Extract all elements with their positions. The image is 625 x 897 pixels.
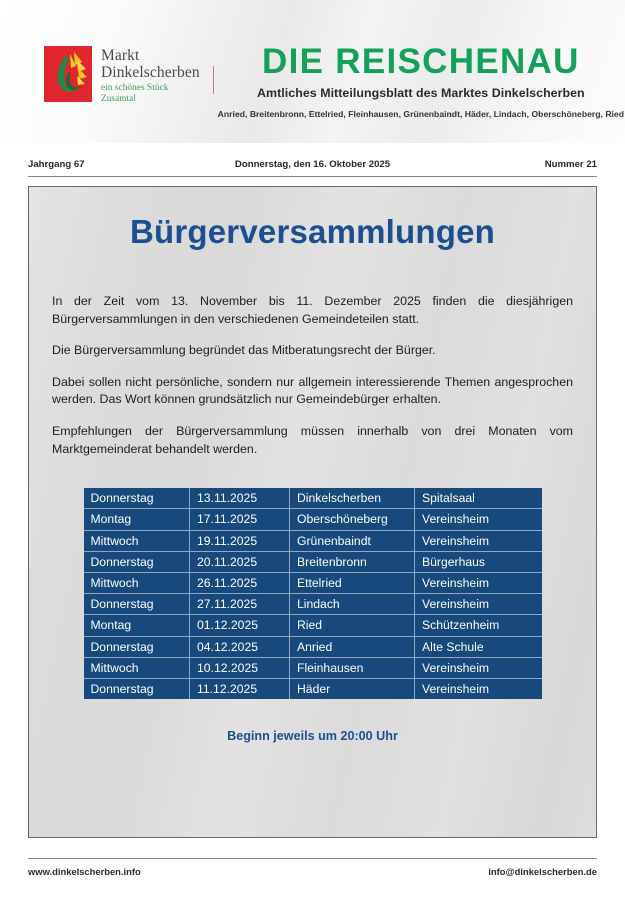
table-row xyxy=(84,657,542,678)
article-paragraph: In der Zeit vom 13. November bis 11. Dezember 2025 finden die diesjährigen Bürgerversammlungen in den verschiedenen Gemeindeteilen statt. xyxy=(52,294,573,326)
begin-time-note: Beginn jeweils um 20:00 Uhr xyxy=(227,729,398,744)
cell-date: 11.12.2025 xyxy=(190,679,290,700)
cell-weekday: Donnerstag xyxy=(84,679,190,700)
cell-location: Lindach xyxy=(290,594,415,615)
cell-date: 01.12.2025 xyxy=(190,615,290,636)
cell-venue: Vereinsheim xyxy=(415,509,542,530)
logo-line-markt: Markt xyxy=(101,47,140,64)
article-panel xyxy=(28,186,597,838)
paper-title-block xyxy=(214,28,624,119)
article-paragraph: Empfehlungen der Bürgerversammlung müssen innerhalb von drei Monaten vom Marktgemeinderat behandelt werden. xyxy=(52,424,573,456)
cell-weekday: Montag xyxy=(84,509,190,530)
cell-date: 13.11.2025 xyxy=(190,488,290,509)
cell-weekday: Donnerstag xyxy=(84,488,190,509)
cell-venue: Vereinsheim xyxy=(422,682,490,697)
cell-location: Breitenbronn xyxy=(290,551,415,572)
cell-venue: Alte Schule xyxy=(415,636,542,657)
cell-location: Dinkelscherben xyxy=(290,488,415,509)
cell-venue: Vereinsheim xyxy=(415,573,542,594)
cell-location: Oberschöneberg xyxy=(290,509,415,530)
article-paragraph: Die Bürgerversammlung begründet das Mitberatungsrecht der Bürger. xyxy=(52,343,436,358)
cell-date: 26.11.2025 xyxy=(190,573,290,594)
issue-bar xyxy=(28,152,597,177)
article-paragraph: Dabei sollen nicht persönliche, sondern nur allgemein interessierende Themen angesprochen werden. Das Wort können grundsätzlich nur Gemeindebürger erhalten. xyxy=(52,374,573,407)
issue-date: Donnerstag, den 16. Oktober 2025 xyxy=(234,158,391,170)
paper-village-list: Anried, Breitenbronn, Ettelried, Fleinhausen, Grünenbaindt, Häder, Lindach, Oberschöneberg, Ried xyxy=(217,109,625,119)
cell-venue: Schützenheim xyxy=(415,615,542,636)
article-body xyxy=(52,251,573,458)
footer-website[interactable]: www.dinkelscherben.info xyxy=(28,866,141,877)
cell-date: 04.12.2025 xyxy=(190,636,290,657)
cell-weekday: Donnerstag xyxy=(84,636,190,657)
cell-date: 10.12.2025 xyxy=(190,657,290,678)
cell-date: 27.11.2025 xyxy=(190,594,290,615)
logo-line-dinkelscherben: Dinkelscherben xyxy=(101,64,200,82)
cell-venue: Vereinsheim xyxy=(415,594,542,615)
issue-volume: Jahrgang 67 xyxy=(28,158,85,170)
cell-location: Anried xyxy=(290,636,415,657)
cell-date: 19.11.2025 xyxy=(190,530,290,551)
municipality-logo xyxy=(28,28,214,106)
table-row xyxy=(84,509,542,530)
paper-title: DIE REISCHENAU xyxy=(262,42,580,81)
cell-location: Ried xyxy=(290,615,415,636)
cell-weekday: Montag xyxy=(84,615,190,636)
paper-subtitle: Amtliches Mitteilungsblatt des Marktes Dinkelscherben xyxy=(257,86,585,100)
table-row xyxy=(84,679,542,700)
cell-location: Ettelried xyxy=(290,573,415,594)
cell-weekday: Mittwoch xyxy=(84,573,190,594)
meeting-schedule-table xyxy=(84,488,542,699)
table-row xyxy=(84,594,542,615)
table-row xyxy=(84,530,542,551)
footer-email[interactable]: info@dinkelscherben.de xyxy=(488,866,597,877)
cell-venue: Spitalsaal xyxy=(415,488,542,509)
flame-leaf-logo-icon xyxy=(44,46,92,102)
cell-weekday: Mittwoch xyxy=(84,530,190,551)
issue-number: Nummer 21 xyxy=(544,158,597,170)
cell-weekday: Donnerstag xyxy=(84,594,190,615)
masthead xyxy=(0,0,625,143)
cell-date: 20.11.2025 xyxy=(190,551,290,572)
logo-wordmark xyxy=(101,46,200,106)
cell-date: 17.11.2025 xyxy=(190,509,290,530)
logo-tagline: ein schönes Stück Zusamtal xyxy=(101,82,169,105)
schedule-table-body xyxy=(84,488,542,699)
cell-venue: Bürgerhaus xyxy=(415,551,542,572)
cell-weekday: Mittwoch xyxy=(84,657,190,678)
cell-location: Fleinhausen xyxy=(290,657,415,678)
cell-weekday: Donnerstag xyxy=(84,551,190,572)
page-title: Bürgerversammlungen xyxy=(129,213,496,250)
cell-venue: Vereinsheim xyxy=(415,530,542,551)
cell-location: Häder xyxy=(290,679,415,700)
page-footer xyxy=(28,858,597,877)
table-row xyxy=(84,488,542,509)
table-row xyxy=(84,615,542,636)
table-row xyxy=(84,636,542,657)
table-row xyxy=(84,551,542,572)
masthead-inner xyxy=(28,28,625,132)
cell-location: Grünenbaindt xyxy=(290,530,415,551)
schedule-table-wrapper xyxy=(84,458,542,699)
cell-venue: Vereinsheim xyxy=(415,657,542,678)
table-row xyxy=(84,573,542,594)
